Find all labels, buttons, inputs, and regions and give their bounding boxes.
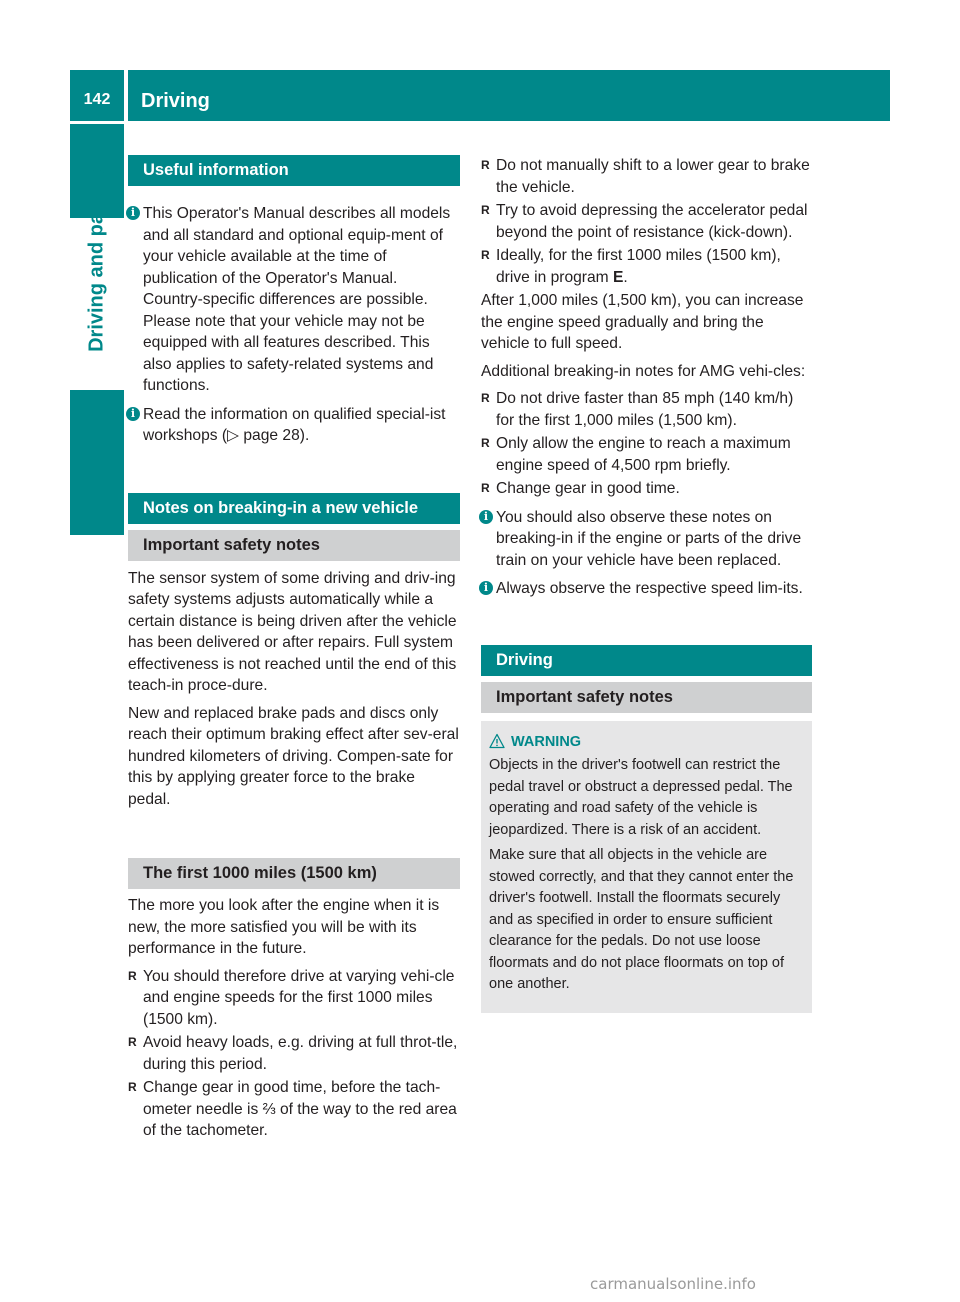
page-title: Driving — [141, 90, 210, 112]
bullet-icon: R — [481, 391, 490, 405]
right-column — [481, 155, 812, 1013]
safety-notes-heading: Important safety notes — [481, 682, 812, 713]
paragraph: New and replaced brake pads and discs only reach their optimum braking effect after sev-eral hundred kilometers of driving. Compen-sate for this by applying greater force to the brake pedal. — [128, 704, 459, 808]
paragraph: The more you look after the engine when it is new, the more satisfied you will be with its performance in the future. — [128, 897, 440, 957]
page-number: 142 — [83, 91, 111, 108]
paragraph: Additional breaking-in notes for AMG vehi-cles: — [481, 362, 806, 380]
watermark: carmanualsonline.info — [590, 1275, 756, 1293]
list-item: R You should therefore drive at varying vehi-cle and engine speeds for the first 1000 miles (1500 km). — [128, 967, 455, 1028]
info-text: Always observe the respective speed lim-its. — [496, 580, 803, 597]
warning-box — [481, 721, 812, 1013]
info-text: Read the information on qualified special-ist workshops (▷ page 28). — [143, 405, 446, 444]
list-item: R Try to avoid depressing the accelerator pedal beyond the point of resistance (kick-down). — [481, 202, 808, 241]
bullet-icon: R — [481, 481, 490, 495]
program-letter: E — [613, 268, 624, 286]
info-icon: i — [126, 206, 140, 220]
section-side-label: Driving and parking — [85, 164, 108, 352]
warning-triangle-icon — [489, 733, 505, 749]
paragraph: The sensor system of some driving and driv-ing safety systems adjusts automatically while a certain distance is being driven after the vehicle has been delivered or after repairs. Full system effectiveness is not reached until the end of this teach-in proce-dure. — [128, 569, 457, 694]
bullet-icon: R — [481, 203, 490, 217]
breakin-heading: Notes on breaking-in a new vehicle — [128, 493, 460, 524]
paragraph: After 1,000 miles (1,500 km), you can increase the engine speed gradually and bring the vehicle to full speed. — [481, 292, 804, 352]
warning-label: WARNING — [511, 733, 582, 750]
list-item: R Change gear in good time, before the tach-ometer needle is ⅔ of the way to the red area of the tachometer. — [128, 1079, 457, 1139]
bullet-icon: R — [128, 968, 137, 983]
side-tab-lower — [70, 390, 124, 535]
warning-text: Objects in the driver's footwell can restrict the pedal travel or obstruct a depressed pedal. The operating and road safety of the vehicle is jeopardized. There is a risk of an accident. — [489, 757, 793, 838]
warning-text: Make sure that all objects in the vehicle are stowed correctly, and that they cannot enter the driver's footwell. Install the floormats securely and as specified in order to ensure sufficient clearance for the pedals. Do not use loose floormats and do not place floormats on top of one another. — [489, 847, 794, 992]
first-1000-miles-heading: The first 1000 miles (1500 km) — [128, 858, 460, 889]
bullet-icon: R — [481, 436, 490, 450]
info-icon: i — [479, 581, 493, 595]
list-item: R Avoid heavy loads, e.g. driving at full throt-tle, during this period. — [128, 1034, 458, 1073]
useful-info-heading: Useful information — [128, 155, 460, 186]
info-icon: i — [126, 407, 140, 421]
bullet-icon: R — [481, 248, 490, 262]
bullet-icon: R — [481, 158, 490, 172]
info-note — [128, 404, 460, 447]
driving-heading: Driving — [481, 645, 812, 676]
bullet-icon: R — [128, 1035, 137, 1049]
left-column — [128, 155, 460, 1144]
info-note — [481, 578, 812, 600]
list-item: R Ideally, for the first 1000 miles (1500 km), drive in program E. — [481, 247, 781, 286]
header-bar — [128, 70, 890, 121]
info-note — [481, 507, 812, 572]
list-item: R Do not drive faster than 85 mph (140 km/h) for the first 1,000 miles (1,500 km). — [481, 390, 794, 429]
info-note — [128, 203, 460, 397]
info-icon: i — [479, 510, 493, 524]
warning-header — [489, 732, 806, 754]
info-text: This Operator's Manual describes all models and all standard and optional equip-ment of your vehicle available at the time of publication of the Operator's Manual. Country-specific differences are possible. Please note that your vehicle may not be equipped with all features described. This also applies to safety-related systems and functions. — [143, 205, 451, 394]
list-item: R Do not manually shift to a lower gear to brake the vehicle. — [481, 157, 810, 196]
list-item: R Only allow the engine to reach a maximum engine speed of 4,500 rpm briefly. — [481, 435, 791, 474]
safety-notes-heading: Important safety notes — [128, 530, 460, 561]
info-text: You should also observe these notes on breaking-in if the engine or parts of the drive train on your vehicle have been replaced. — [496, 508, 802, 569]
bullet-icon: R — [128, 1080, 137, 1094]
list-item: R Change gear in good time. — [481, 478, 812, 500]
